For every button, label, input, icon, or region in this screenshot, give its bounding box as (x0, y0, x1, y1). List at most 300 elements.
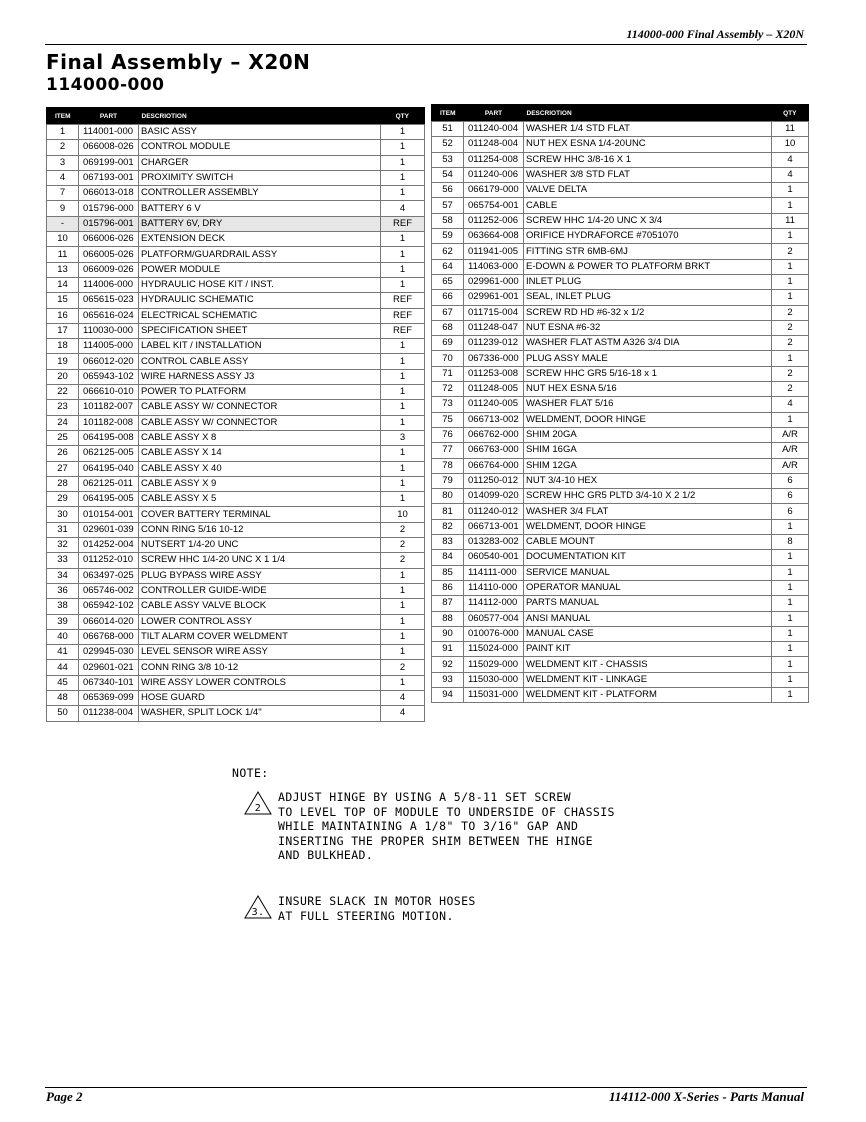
qty-cell: 10 (381, 507, 425, 522)
part-number-cell: 115031-000 (464, 687, 524, 702)
item-cell: 94 (432, 687, 464, 702)
description-cell: COVER BATTERY TERMINAL (139, 507, 381, 522)
part-number-cell: 065943-102 (79, 369, 139, 384)
description-cell: WELDMENT, DOOR HINGE (524, 412, 772, 427)
item-cell: 57 (432, 198, 464, 213)
description-cell: SERVICE MANUAL (524, 565, 772, 580)
part-number-cell: 014099-020 (464, 489, 524, 504)
qty-cell: 1 (381, 277, 425, 292)
qty-cell: A/R (772, 427, 809, 442)
qty-cell: REF (381, 216, 425, 231)
part-number-cell: 065942-102 (79, 599, 139, 614)
description-cell: HOSE GUARD (139, 690, 381, 705)
description-cell: HYDRAULIC SCHEMATIC (139, 293, 381, 308)
part-number-cell: 115024-000 (464, 642, 524, 657)
item-cell: 88 (432, 611, 464, 626)
table-row (47, 354, 425, 369)
table-row (47, 675, 425, 690)
part-number-cell: 114005-000 (79, 339, 139, 354)
qty-cell: 1 (772, 611, 809, 626)
description-cell: CABLE MOUNT (524, 535, 772, 550)
part-number-cell: 114112-000 (464, 596, 524, 611)
item-cell: 38 (47, 599, 79, 614)
qty-cell: 2 (381, 553, 425, 568)
part-number-cell: 029601-039 (79, 522, 139, 537)
part-number-cell: 066009-026 (79, 262, 139, 277)
description-cell: INLET PLUG (524, 274, 772, 289)
note-marker: 2 (254, 803, 262, 814)
table-row (432, 305, 809, 320)
table-row (432, 458, 809, 473)
description-cell: PLUG ASSY MALE (524, 351, 772, 366)
description-cell: SHIM 16GA (524, 443, 772, 458)
item-cell: 91 (432, 642, 464, 657)
item-cell: 20 (47, 369, 79, 384)
qty-cell: 1 (772, 626, 809, 641)
part-number-cell: 011240-005 (464, 397, 524, 412)
part-number-cell: 066610-010 (79, 385, 139, 400)
qty-cell: 4 (381, 706, 425, 721)
item-cell: 36 (47, 583, 79, 598)
page-title: Final Assembly – X20N (46, 50, 311, 74)
qty-cell: 8 (772, 535, 809, 550)
table-row (47, 568, 425, 583)
table-row (432, 274, 809, 289)
description-cell: MANUAL CASE (524, 626, 772, 641)
qty-cell: 1 (381, 186, 425, 201)
part-number-cell: 011248-004 (464, 137, 524, 152)
item-cell: 2 (47, 140, 79, 155)
description-cell: SHIM 20GA (524, 427, 772, 442)
qty-cell: 1 (772, 519, 809, 534)
description-cell: DOCUMENTATION KIT (524, 550, 772, 565)
part-number-cell: 015796-001 (79, 216, 139, 231)
qty-cell: 1 (381, 476, 425, 491)
item-cell: 16 (47, 308, 79, 323)
part-number-cell: 114063-000 (464, 259, 524, 274)
item-cell: 92 (432, 657, 464, 672)
description-cell: SPECIFICATION SHEET (139, 323, 381, 338)
table-row (432, 412, 809, 427)
table-row (432, 580, 809, 595)
description-cell: CONTROL MODULE (139, 140, 381, 155)
part-number-cell: 062125-005 (79, 446, 139, 461)
part-number-cell: 066006-026 (79, 232, 139, 247)
table-row (47, 400, 425, 415)
description-cell: ELECTRICAL SCHEMATIC (139, 308, 381, 323)
column-header-qty: QTY (772, 105, 809, 122)
table-row (432, 122, 809, 137)
table-row (432, 137, 809, 152)
item-cell: 76 (432, 427, 464, 442)
description-cell: BATTERY 6 V (139, 201, 381, 216)
table-row (47, 583, 425, 598)
item-cell: 34 (47, 568, 79, 583)
description-cell: SEAL, INLET PLUG (524, 290, 772, 305)
table-row (432, 473, 809, 488)
part-number-cell: 114006-000 (79, 277, 139, 292)
item-cell: 15 (47, 293, 79, 308)
item-cell: 33 (47, 553, 79, 568)
item-cell: 84 (432, 550, 464, 565)
description-cell: CONTROL CABLE ASSY (139, 354, 381, 369)
item-cell: 82 (432, 519, 464, 534)
description-cell: PROXIMITY SWITCH (139, 170, 381, 185)
description-cell: SCREW HHC GR5 5/16-18 x 1 (524, 366, 772, 381)
part-number-cell: 010154-001 (79, 507, 139, 522)
table-row (47, 323, 425, 338)
description-cell: SCREW HHC 3/8-16 X 1 (524, 152, 772, 167)
description-cell: WASHER 1/4 STD FLAT (524, 122, 772, 137)
description-cell: LOWER CONTROL ASSY (139, 614, 381, 629)
item-cell: 70 (432, 351, 464, 366)
item-cell: 65 (432, 274, 464, 289)
qty-cell: A/R (772, 458, 809, 473)
part-number-cell: 029945-030 (79, 645, 139, 660)
part-number-cell: 062125-011 (79, 476, 139, 491)
item-cell: 30 (47, 507, 79, 522)
qty-cell: 1 (381, 629, 425, 644)
part-number-cell: 011240-004 (464, 122, 524, 137)
part-number-cell: 066764-000 (464, 458, 524, 473)
description-cell: SCREW HHC GR5 PLTD 3/4-10 X 2 1/2 (524, 489, 772, 504)
item-cell: - (47, 216, 79, 231)
part-number-cell: 115029-000 (464, 657, 524, 672)
description-cell: CABLE ASSY X 14 (139, 446, 381, 461)
part-number-cell: 011248-005 (464, 382, 524, 397)
qty-cell: 10 (772, 137, 809, 152)
description-cell: CABLE ASSY X 8 (139, 430, 381, 445)
part-number-cell: 065369-099 (79, 690, 139, 705)
part-number-cell: 029961-001 (464, 290, 524, 305)
part-number-cell: 065746-002 (79, 583, 139, 598)
table-row (432, 672, 809, 687)
header-rule (45, 44, 807, 45)
part-number-cell: 063664-008 (464, 229, 524, 244)
item-cell: 40 (47, 629, 79, 644)
warning-triangle-icon (244, 791, 272, 815)
table-row (432, 213, 809, 228)
qty-cell: 6 (772, 504, 809, 519)
description-cell: NUT HEX ESNA 5/16 (524, 382, 772, 397)
footer-page-number: Page 2 (46, 1089, 83, 1104)
warning-triangle-icon (244, 895, 272, 919)
item-cell: 50 (47, 706, 79, 721)
item-cell: 31 (47, 522, 79, 537)
qty-cell: 1 (772, 657, 809, 672)
qty-cell: 2 (381, 660, 425, 675)
qty-cell: REF (381, 293, 425, 308)
note-text: ADJUST HINGE BY USING A 5/8-11 SET SCREW TO LEVEL TOP OF MODULE TO UNDERSIDE OF CHASSIS WHILE MAINTAINING A 1/8" TO 3/16" GAP AND INSERTING THE PROPER SHIM BETWEEN THE HINGE AND BULKHEAD. (278, 790, 615, 863)
table-row (47, 446, 425, 461)
description-cell: CABLE ASSY X 5 (139, 492, 381, 507)
qty-cell: 1 (772, 565, 809, 580)
part-number-cell: 115030-000 (464, 672, 524, 687)
item-cell: 45 (47, 675, 79, 690)
column-header-description: DESCRIOTION (524, 105, 772, 122)
item-cell: 24 (47, 415, 79, 430)
item-cell: 87 (432, 596, 464, 611)
part-number-cell: 114111-000 (464, 565, 524, 580)
qty-cell: 1 (381, 369, 425, 384)
part-number-cell: 066005-026 (79, 247, 139, 262)
description-cell: HYDRAULIC HOSE KIT / INST. (139, 277, 381, 292)
qty-cell: REF (381, 308, 425, 323)
part-number-cell: 015796-000 (79, 201, 139, 216)
description-cell: SHIM 12GA (524, 458, 772, 473)
item-cell: 11 (47, 247, 79, 262)
qty-cell: 1 (381, 232, 425, 247)
parts-table-left (46, 107, 425, 722)
qty-cell: 2 (381, 522, 425, 537)
item-cell: 81 (432, 504, 464, 519)
part-number-cell: 067193-001 (79, 170, 139, 185)
item-cell: 78 (432, 458, 464, 473)
table-row (432, 366, 809, 381)
part-number-cell: 066713-001 (464, 519, 524, 534)
table-row (47, 461, 425, 476)
item-cell: 52 (432, 137, 464, 152)
part-number-cell: 066768-000 (79, 629, 139, 644)
qty-cell: 1 (772, 259, 809, 274)
table-row (47, 690, 425, 705)
part-number-cell: 065754-001 (464, 198, 524, 213)
part-number-cell: 064195-008 (79, 430, 139, 445)
item-cell: 83 (432, 535, 464, 550)
part-number-cell: 114110-000 (464, 580, 524, 595)
table-row (47, 155, 425, 170)
qty-cell: 6 (772, 473, 809, 488)
table-row (47, 645, 425, 660)
item-cell: 4 (47, 170, 79, 185)
notes-label: NOTE: (232, 766, 269, 780)
part-number-cell: 066179-000 (464, 183, 524, 198)
table-row (432, 550, 809, 565)
qty-cell: 1 (381, 140, 425, 155)
qty-cell: 1 (381, 415, 425, 430)
description-cell: SCREW HHC 1/4-20 UNC X 3/4 (524, 213, 772, 228)
table-row (432, 611, 809, 626)
qty-cell: 1 (381, 461, 425, 476)
item-cell: 27 (47, 461, 79, 476)
qty-cell: 1 (381, 446, 425, 461)
column-header-item: ITEM (47, 108, 79, 125)
description-cell: BATTERY 6V, DRY (139, 216, 381, 231)
item-cell: 93 (432, 672, 464, 687)
item-cell: 59 (432, 229, 464, 244)
part-number-cell: 064195-005 (79, 492, 139, 507)
qty-cell: 1 (381, 125, 425, 140)
table-row (47, 125, 425, 140)
table-row (432, 259, 809, 274)
item-cell: 77 (432, 443, 464, 458)
part-number-cell: 066013-018 (79, 186, 139, 201)
part-number-cell: 011252-006 (464, 213, 524, 228)
description-cell: WIRE HARNESS ASSY J3 (139, 369, 381, 384)
qty-cell: 1 (381, 492, 425, 507)
part-number-cell: 014252-004 (79, 538, 139, 553)
item-cell: 9 (47, 201, 79, 216)
part-number-cell: 101182-007 (79, 400, 139, 415)
item-cell: 71 (432, 366, 464, 381)
item-cell: 19 (47, 354, 79, 369)
description-cell: SCREW RD HD #6-32 x 1/2 (524, 305, 772, 320)
qty-cell: 6 (772, 489, 809, 504)
table-row (47, 232, 425, 247)
item-cell: 48 (47, 690, 79, 705)
description-cell: WELDMENT, DOOR HINGE (524, 519, 772, 534)
table-row (47, 308, 425, 323)
qty-cell: 1 (381, 170, 425, 185)
table-row (432, 427, 809, 442)
table-row (432, 626, 809, 641)
description-cell: ANSI MANUAL (524, 611, 772, 626)
item-cell: 80 (432, 489, 464, 504)
table-row (47, 339, 425, 354)
part-number-cell: 029601-021 (79, 660, 139, 675)
table-row (432, 397, 809, 412)
item-cell: 23 (47, 400, 79, 415)
item-cell: 32 (47, 538, 79, 553)
table-row (47, 140, 425, 155)
description-cell: NUT ESNA #6-32 (524, 320, 772, 335)
item-cell: 17 (47, 323, 79, 338)
table-row (432, 290, 809, 305)
table-row (47, 538, 425, 553)
table-row (47, 430, 425, 445)
description-cell: WASHER FLAT ASTM A326 3/4 DIA (524, 336, 772, 351)
qty-cell: 1 (772, 274, 809, 289)
qty-cell: 1 (772, 412, 809, 427)
description-cell: PLUG BYPASS WIRE ASSY (139, 568, 381, 583)
part-number-cell: 011254-008 (464, 152, 524, 167)
item-cell: 7 (47, 186, 79, 201)
part-number-cell: 010076-000 (464, 626, 524, 641)
column-header-part: PART (79, 108, 139, 125)
table-row (47, 170, 425, 185)
part-number-cell: 060540-001 (464, 550, 524, 565)
part-number-cell: 011239-012 (464, 336, 524, 351)
item-cell: 3 (47, 155, 79, 170)
item-cell: 86 (432, 580, 464, 595)
page-subtitle: 114000-000 (46, 75, 165, 95)
qty-cell: 1 (381, 675, 425, 690)
part-number-cell: 013283-002 (464, 535, 524, 550)
qty-cell: 1 (381, 400, 425, 415)
part-number-cell: 011941-005 (464, 244, 524, 259)
qty-cell: 1 (772, 290, 809, 305)
part-number-cell: 067340-101 (79, 675, 139, 690)
item-cell: 1 (47, 125, 79, 140)
table-row (432, 382, 809, 397)
part-number-cell: 066713-002 (464, 412, 524, 427)
column-header-qty: QTY (381, 108, 425, 125)
table-row (47, 415, 425, 430)
item-cell: 75 (432, 412, 464, 427)
part-number-cell: 011238-004 (79, 706, 139, 721)
description-cell: WASHER 3/4 FLAT (524, 504, 772, 519)
table-row (432, 687, 809, 702)
qty-cell: 1 (381, 247, 425, 262)
item-cell: 53 (432, 152, 464, 167)
table-row (47, 599, 425, 614)
description-cell: NUT HEX ESNA 1/4-20UNC (524, 137, 772, 152)
part-number-cell: 065616-024 (79, 308, 139, 323)
description-cell: WASHER 3/8 STD FLAT (524, 167, 772, 182)
table-row (47, 629, 425, 644)
table-row (432, 504, 809, 519)
description-cell: WELDMENT KIT - PLATFORM (524, 687, 772, 702)
part-number-cell: 066012-020 (79, 354, 139, 369)
table-row (47, 476, 425, 491)
table-row (47, 293, 425, 308)
item-cell: 68 (432, 320, 464, 335)
table-row (47, 262, 425, 277)
qty-cell: 1 (381, 339, 425, 354)
qty-cell: 2 (772, 244, 809, 259)
description-cell: NUT 3/4-10 HEX (524, 473, 772, 488)
table-row (432, 167, 809, 182)
table-row (432, 336, 809, 351)
item-cell: 41 (47, 645, 79, 660)
qty-cell: 2 (772, 366, 809, 381)
table-row (432, 152, 809, 167)
column-header-description: DESCRIOTION (139, 108, 381, 125)
item-cell: 28 (47, 476, 79, 491)
qty-cell: 1 (772, 596, 809, 611)
column-header-part: PART (464, 105, 524, 122)
qty-cell: 1 (381, 583, 425, 598)
part-number-cell: 064195-040 (79, 461, 139, 476)
qty-cell: 2 (772, 336, 809, 351)
description-cell: CONN RING 5/16 10-12 (139, 522, 381, 537)
note-text: INSURE SLACK IN MOTOR HOSES AT FULL STEERING MOTION. (278, 894, 476, 923)
part-number-cell: 110030-000 (79, 323, 139, 338)
qty-cell: 1 (381, 645, 425, 660)
description-cell: PLATFORM/GUARDRAIL ASSY (139, 247, 381, 262)
item-cell: 10 (47, 232, 79, 247)
part-number-cell: 066763-000 (464, 443, 524, 458)
qty-cell: 1 (772, 642, 809, 657)
qty-cell: 1 (772, 550, 809, 565)
table-row (47, 553, 425, 568)
description-cell: OPERATOR MANUAL (524, 580, 772, 595)
part-number-cell: 101182-008 (79, 415, 139, 430)
part-number-cell: 011253-008 (464, 366, 524, 381)
description-cell: VALVE DELTA (524, 183, 772, 198)
item-cell: 22 (47, 385, 79, 400)
part-number-cell: 029961-000 (464, 274, 524, 289)
footer-manual-title: 114112-000 X-Series - Parts Manual (608, 1089, 804, 1104)
note-marker: 3. (251, 907, 265, 918)
table-row (47, 247, 425, 262)
qty-cell: 11 (772, 122, 809, 137)
qty-cell: REF (381, 323, 425, 338)
qty-cell: 1 (772, 580, 809, 595)
table-row (47, 507, 425, 522)
part-number-cell: 066014-020 (79, 614, 139, 629)
running-header: 114000-000 Final Assembly – X20N (626, 27, 804, 41)
item-cell: 69 (432, 336, 464, 351)
qty-cell: 1 (381, 262, 425, 277)
qty-cell: 4 (772, 397, 809, 412)
qty-cell: 1 (381, 385, 425, 400)
part-number-cell: 011252-010 (79, 553, 139, 568)
part-number-cell: 011250-012 (464, 473, 524, 488)
item-cell: 14 (47, 277, 79, 292)
description-cell: CABLE ASSY VALVE BLOCK (139, 599, 381, 614)
description-cell: WELDMENT KIT - CHASSIS (524, 657, 772, 672)
